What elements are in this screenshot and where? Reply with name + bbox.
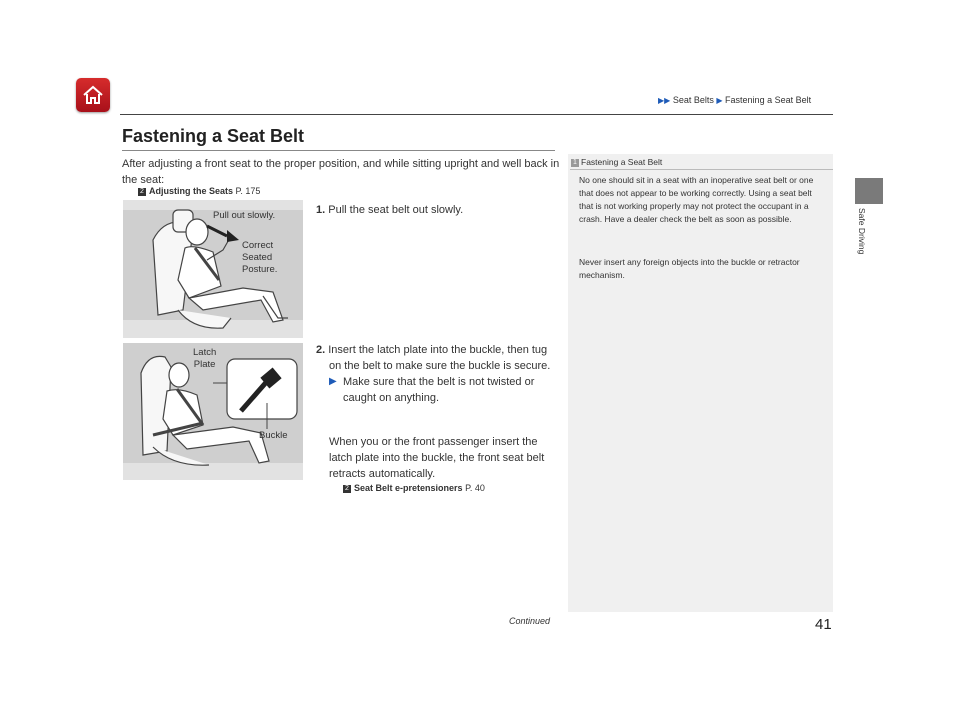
step-1 <box>316 202 463 218</box>
step-2-subpoint <box>329 374 556 406</box>
reference-page: P. 40 <box>465 483 485 493</box>
callout-line: Posture. <box>242 264 278 275</box>
header-divider <box>120 114 833 115</box>
reference-page: P. 175 <box>235 186 261 196</box>
reference-arrow-icon: 2 <box>138 188 146 196</box>
page-number: 41 <box>815 616 832 633</box>
note-paragraph-1: No one should sit in a seat with an inoperative seat belt or one that does not appear to be working correctly. Using a seat belt that is not working properly may not protect the occupant in a crash. Have a dealer check the belt as soon as possible. <box>579 175 814 224</box>
breadcrumb-arrow-icon: ▶▶ <box>658 96 671 105</box>
step-text: Pull the seat belt out slowly. <box>328 204 464 216</box>
callout-line: Latch <box>193 347 217 358</box>
illustration-insert-latch <box>123 343 303 480</box>
reference-arrow-icon: 2 <box>343 485 351 493</box>
title-divider <box>122 150 555 151</box>
callout-line: Correct <box>242 240 274 251</box>
step-number: 1. <box>316 204 326 216</box>
section-tab-label: Safe Driving <box>857 208 867 255</box>
home-icon <box>81 83 105 107</box>
section-tab-marker <box>855 178 883 204</box>
note-marker-icon: 1 <box>571 159 579 167</box>
breadcrumb <box>658 95 811 105</box>
step-2 <box>316 342 556 406</box>
reference-link-e-pretensioners[interactable] <box>343 483 485 493</box>
subpoint-text: Make sure that the belt is not twisted or caught on anything. <box>343 376 535 404</box>
reference-label: Seat Belt e-pretensioners <box>354 483 463 493</box>
reference-label: Adjusting the Seats <box>149 186 234 196</box>
callout-correct-posture <box>242 240 277 276</box>
step-2-body <box>316 342 556 374</box>
callout-line: Plate <box>193 359 216 370</box>
breadcrumb-item-seat-belts[interactable]: Seat Belts <box>672 95 714 105</box>
breadcrumb-arrow-icon: ▶ <box>716 96 723 105</box>
retract-paragraph: When you or the front passenger insert the latch plate into the buckle, the front seat belt retracts automatically. <box>329 436 545 480</box>
callout-latch-plate <box>193 347 216 371</box>
callout-line: Seated <box>242 252 273 263</box>
callout-buckle: Buckle <box>259 430 288 441</box>
note-paragraph-2: Never insert any foreign objects into the buckle or retractor mechanism. <box>579 257 800 280</box>
note-divider <box>570 169 833 170</box>
illustration-pull-belt <box>123 200 303 338</box>
note-heading-text: Fastening a Seat Belt <box>581 157 663 167</box>
home-button[interactable] <box>76 78 110 112</box>
page-title: Fastening a Seat Belt <box>122 126 305 146</box>
callout-pull-out-slowly: Pull out slowly. <box>213 210 276 221</box>
step-number: 2. <box>316 344 326 356</box>
continued-label: Continued <box>509 616 551 626</box>
reference-link-adjusting-seats[interactable] <box>138 186 260 196</box>
subpoint-arrow-icon: ▶ <box>329 376 337 387</box>
note-heading <box>571 157 662 167</box>
step-text: Insert the latch plate into the buckle, then tug on the belt to make sure the buckle is secure. <box>328 344 551 372</box>
intro-text: After adjusting a front seat to the proper position, and while sitting upright and well back in the seat: <box>122 158 560 186</box>
breadcrumb-item-fastening[interactable]: Fastening a Seat Belt <box>725 95 812 105</box>
